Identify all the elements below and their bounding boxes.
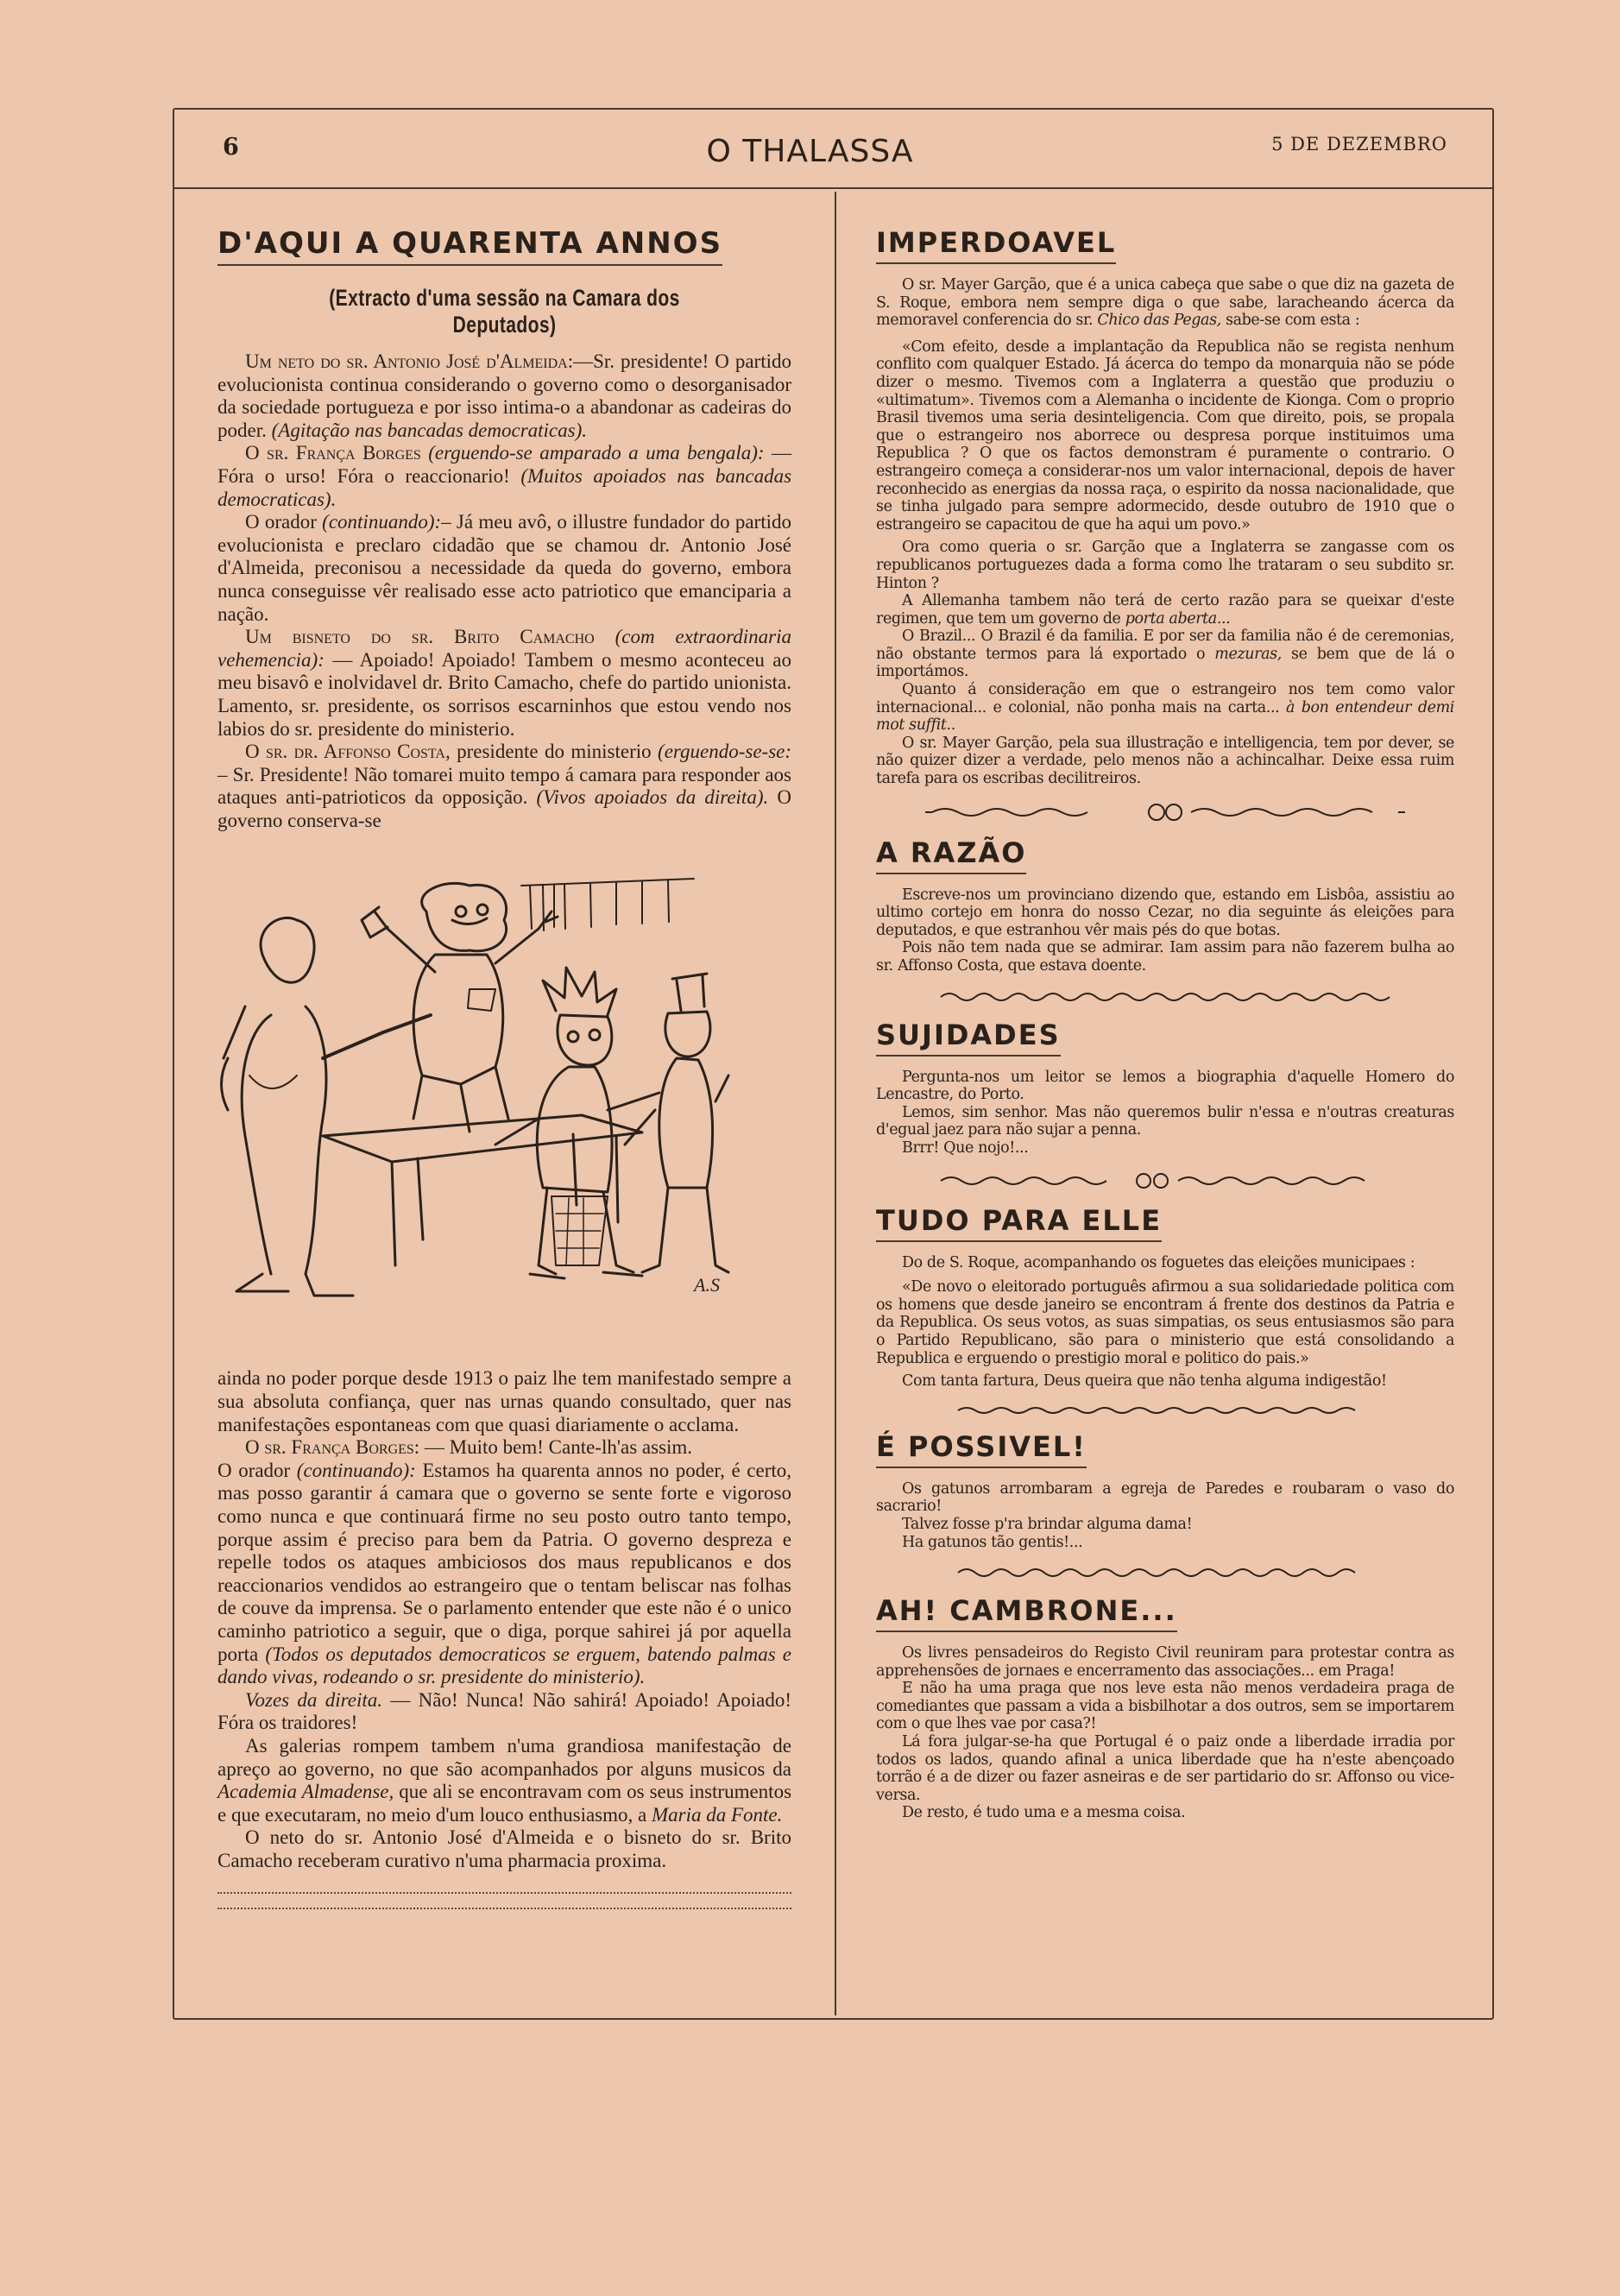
- paragraph: Um bisneto do sr. Brito Camacho (com extraordinaria vehemencia): — Apoiado! Apoiado! Tambem o mesmo aconteceu ao meu bisavô e inolvidavel dr. Brito Camacho, chefe do partido unionista. Lamento, sr. presidente, os sorrisos escarninhos que estou vendo nos labios do sr. presidente do ministerio.: [217, 626, 792, 740]
- article-title: TUDO PARA ELLE: [876, 1204, 1162, 1242]
- svg-text:A.S: A.S: [694, 1274, 720, 1296]
- paragraph: Vozes da direita. — Não! Nunca! Não sahirá! Apoiado! Apoiado! Fóra os traidores!: [217, 1688, 791, 1734]
- article-title: AH! CAMBRONE...: [876, 1594, 1177, 1632]
- header-rule: [174, 187, 1492, 189]
- paragraph: Ha gatunos tão gentis!...: [902, 1533, 1083, 1551]
- article-tudo-para-elle: [876, 1204, 1454, 1391]
- paragraph: Escreve-nos um provinciano dizendo que, estando em Lisbôa, assistiu ao ultimo cortejo em honra do nosso Cezar, no dia seguinte ás eleições para deputados, e que estranhou vêr mais pés do que botas.: [876, 886, 1454, 939]
- paragraph: Os livres pensadeiros do Registo Civil reuniram para protestar contra as apprehensões de jornaes e encerramento das associações... em Praga!: [876, 1644, 1454, 1680]
- article-title: IMPERDOAVEL: [876, 226, 1116, 264]
- paragraph: O sr. dr. Affonso Costa, presidente do ministerio (erguendo-se-se: – Sr. Presidente! Não tomarei muito tempo á camara para responder aos ataques anti-patrioticos da opposição. (Vivos apoiados da direita). O governo conserva-se: [217, 741, 792, 831]
- article-e-possivel: [876, 1430, 1454, 1551]
- paragraph: Pergunta-nos um leitor se lemos a biographia d'aquelle Homero do Lencastre, do Porto.: [876, 1068, 1454, 1104]
- paragraph: Um neto do sr. Antonio José d'Almeida:—Sr. presidente! O partido evolucionista continua considerando o governo como o desorganisador da sociedade portugueza e por isso intima-o a abandonar as cadeiras do poder. (Agitação nas bancadas democraticas).: [217, 350, 791, 441]
- article-sujidades: [876, 1019, 1454, 1157]
- dotted-rule: [217, 1908, 791, 1909]
- ornament-divider: [923, 987, 1407, 1006]
- column-divider: [835, 192, 836, 2015]
- paragraph: Lá fora julgar-se-ha que Portugal é o paiz onde a liberdade irradia por todos os lados, quando afinal a unica liberdade que ha n'este abençoado torrão é a de dizer ou fazer asneiras e de ser partidario do sr. Affonso ou vice-versa.: [876, 1733, 1454, 1804]
- paragraph: Ora como queria o sr. Garção que a Inglaterra se zangasse com os republicanos portuguezes dada a forma como lhe trataram o seu subdito sr. Hinton ?: [876, 539, 1454, 592]
- article-ah-cambrone: [876, 1594, 1454, 1822]
- right-column: [876, 226, 1454, 1822]
- paragraph: Talvez fosse p'ra brindar alguma dama!: [902, 1515, 1193, 1533]
- paragraph: Pois não tem nada que se admirar. Iam assim para não fazerem bulha ao sr. Affonso Costa, que estava doente.: [876, 939, 1454, 975]
- article-title: SUJIDADES: [876, 1019, 1061, 1057]
- article-title: A RAZÃO: [876, 836, 1026, 874]
- issue-date: 5 DE DEZEMBRO: [1271, 134, 1447, 155]
- paragraph: E não ha uma praga que nos leve esta não menos verdadeira praga de comediantes que passam a vida a bisbilhotar a dos outros, sem se importarem com o que lhes vae por casa?!: [876, 1680, 1454, 1733]
- article-razao: [876, 836, 1454, 975]
- paragraph: A Allemanha tambem não terá de certo razão para se queixar d'este regimen, que tem um governo de porta aberta...: [876, 592, 1454, 628]
- cartoon-illustration: [211, 860, 797, 1343]
- paragraph: O Brazil... O Brazil é da familia. E por ser da familia não é de ceremonias, não obstante termos para lá exportado o mezuras, se bem que de lá o importámos.: [876, 628, 1455, 681]
- paragraph: De resto, é tudo uma e a mesma coisa.: [902, 1804, 1186, 1822]
- paragraph: O sr. Mayer Garção, pela sua illustração e intelligencia, tem por dever, se não quizer dizer a verdade, pelo menos não a achincalhar. Deixe essa ruim tarefa para os escribas decilitreiros.: [876, 734, 1454, 788]
- paragraph: O neto do sr. Antonio José d'Almeida e o bisneto do sr. Brito Camacho receberam curativo n'uma pharmacia proxima.: [217, 1826, 791, 1871]
- paragraph: Lemos, sim senhor. Mas não queremos bulir n'essa e n'outras creaturas d'egual jaez para não sujar a penna.: [876, 1103, 1454, 1139]
- ornament-divider: [923, 1403, 1407, 1418]
- ornament-divider: [923, 1170, 1407, 1192]
- page-number: 6: [223, 134, 239, 161]
- paragraph: As galerias rompem tambem n'uma grandiosa manifestação de apreço ao governo, no que são acompanhados por alguns musicos da Academia Almadense, que ali se encontravam com os seus instrumentos e que executaram, no meio d'um louco enthusiasmo, a Maria da Fonte.: [217, 1734, 792, 1826]
- paragraph: Com tanta fartura, Deus queira que não tenha alguma indigestão!: [902, 1372, 1387, 1391]
- paragraph: O orador (continuando): Estamos ha quarenta annos no poder, é certo, mas posso garantir á camara que o governo se sente forte e vigoroso como nunca e que continuará firme no seu posto outro tanto tempo, porque assim é preciso para bem da Patria. O governo despreza e repelle todos os ataques ambiciosos dos maus republicanos e dos reaccionarios vendidos ao estrangeiro que o tentam beliscar nas folhas de couve da imprensa. Se o parlamento entender que este não é o unico caminho patriotico a seguir, que o diga, porque sahirei já por aquella porta (Todos os deputados democraticos se erguem, batendo palmas e dando vivas, rodeando o sr. presidente do ministerio).: [217, 1459, 792, 1688]
- paragraph: O sr. França Borges: — Muito bem! Cante-lh'as assim.: [245, 1436, 693, 1459]
- article-subtitle: (Extracto d'uma sessão na Camara dos Deputados): [329, 285, 680, 337]
- ornament-divider: [923, 1563, 1407, 1582]
- dotted-rule: [217, 1892, 791, 1894]
- paragraph: Quanto á consideração em que o estrangeiro nos tem como valor internacional... e colonial, não ponha mais na carta... à bon entendeur demi mot suffit..: [876, 681, 1454, 735]
- quote: «De novo o eleitorado português afirmou a sua solidariedade politica com os homens que desde janeiro se encontram á frente dos destinos da Patria e da Republica. Os seus votos, as suas simpatias, os seus entusiasmos são para o Partido Republicano, são para o ministerio que está consolidando a Republica e erguendo o prestigio moral e politico do pais.»: [876, 1278, 1454, 1367]
- paragraph: O sr. Mayer Garção, que é a unica cabeça que sabe o que diz na gazeta de S. Roque, embora nem sempre diga o que sabe, laracheando ácerca da memoravel conferencia do sr. Chico das Pegas, sabe-se com esta :: [876, 276, 1454, 330]
- masthead: O THALASSA: [706, 134, 914, 169]
- article-imperdoavel: [876, 226, 1454, 788]
- ornament-divider: [923, 800, 1407, 824]
- paragraph: O sr. França Borges (erguendo-se amparado a uma bengala): — Fóra o urso! Fóra o reaccionario! (Muitos apoiados nas bancadas democraticas).: [217, 442, 792, 510]
- article-title: É POSSIVEL!: [876, 1430, 1087, 1468]
- paragraph: ainda no poder porque desde 1913 o paiz lhe tem manifestado sempre a sua absoluta confiança, quer nas urnas quando consultado, quer nas manifestações espontaneas com que quasi diariamente o acclama.: [217, 1367, 791, 1435]
- left-column: [217, 226, 791, 1909]
- quote: «Com efeito, desde a implantação da Republica não se regista nenhum conflito com qualquer Estado. Já ácerca do tempo da monarquia não se póde dizer o mesmo. Tivemos com a Inglaterra a questão que produziu o «ultimatum». Tivemos com a Alemanha o incidente de Kionga. Com o proprio Brasil tivemos uma seria desinteligencia. Com que direito, pois, se propala que o estrangeiro nos aborrece ou despresa porque instituimos uma Republica ? O que os factos demonstram é puramente o contrario. O estrangeiro começa a considerar-nos um valor internacional, depois de haver reconhecido as energias da nossa raça, o espirito da nossa nacionalidade, que se tinha julgado para sempre adormecido, desde outubro de 1910 que o estrangeiro se capacitou de que ha aqui um povo.»: [876, 337, 1454, 533]
- paragraph: Do de S. Roque, acompanhando os foguetes das eleições municipaes :: [902, 1253, 1415, 1271]
- paragraph: O orador (continuando):– Já meu avô, o illustre fundador do partido evolucionista e preclaro cidadão que se chamou dr. Antonio José d'Almeida, preconisou a necessidade da queda do governo, embora nunca conseguisse vêr realisado esse acto patriotico que emanciparia a nação.: [217, 511, 791, 625]
- article-title: D'AQUI A QUARENTA ANNOS: [217, 226, 722, 266]
- paragraph: Brrr! Que nojo!...: [902, 1139, 1029, 1157]
- paragraph: Os gatunos arrombaram a egreja de Paredes e roubaram o vaso do sacrario!: [876, 1479, 1454, 1516]
